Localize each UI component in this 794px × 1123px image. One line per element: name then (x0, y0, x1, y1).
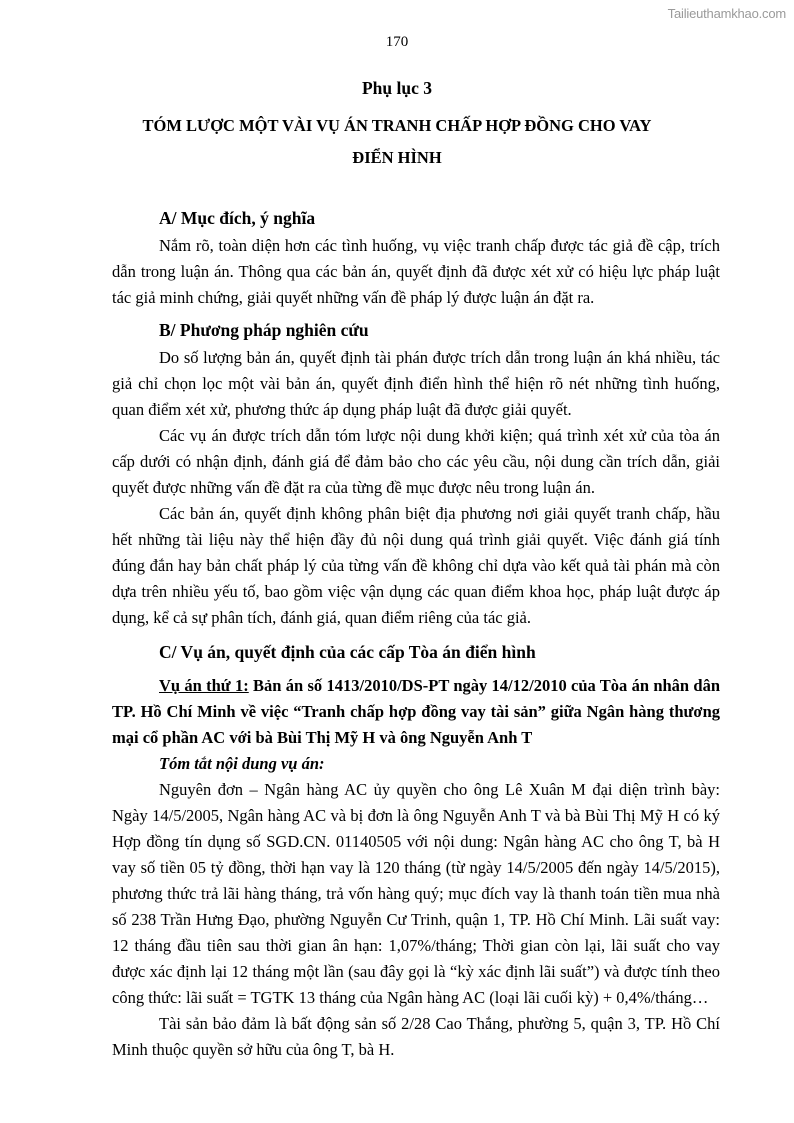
section-b-paragraph: Các vụ án được trích dẫn tóm lược nội dung khởi kiện; quá trình xét xử của tòa án cấp dưới có nhận định, đánh giá để đảm bảo cho các yêu cầu, nội dung cần trích dẫn, giải quyết được những vấn đề đặt ra của từng đề mục được nêu trong luận án. (112, 426, 720, 497)
section-b-paragraph: Các bản án, quyết định không phân biệt địa phương nơi giải quyết tranh chấp, hầu hết những tài liệu này thể hiện đầy đủ nội dung quá trình giải quyết. Việc đánh giá tính đúng đắn hay bản chất pháp lý của từng vấn đề không chỉ dựa vào kết quả tài phán mà còn dựa trên nhiều yếu tố, bao gồm việc vận dụng các quan điểm khoa học, pháp luật được áp dụng, kể cả sự phân tích, đánh giá, quan điểm riêng của tác giả. (112, 504, 720, 627)
page-number: 170 (385, 34, 409, 50)
document-body (112, 203, 720, 1063)
main-title-line-1: TÓM LƯỢC MỘT VÀI VỤ ÁN TRANH CHẤP HỢP ĐỒNG CHO VAY (142, 116, 652, 135)
section-a-paragraph: Nắm rõ, toàn diện hơn các tình huống, vụ việc tranh chấp được tác giả đề cập, trích dẫn trong luận án. Thông qua các bản án, quyết định đã được xét xử có hiệu lực pháp luật tác giả minh chứng, giải quyết những vấn đề pháp lý được luận án đặt ra. (112, 236, 720, 307)
section-c-heading: C/ Vụ án, quyết định của các cấp Tòa án điển hình (159, 642, 536, 662)
section-a-heading: A/ Mục đích, ý nghĩa (159, 208, 316, 228)
case-1-label: Vụ án thứ 1: (159, 676, 249, 695)
watermark: Tailieuthamkhao.com (667, 6, 786, 21)
case-1-paragraph: Nguyên đơn – Ngân hàng AC ủy quyền cho ông Lê Xuân M đại diện trình bày: Ngày 14/5/2005, Ngân hàng AC và bị đơn là ông Nguyễn Anh T và bà Bùi Thị Mỹ H có ký Hợp đồng tín dụng số SGD.CN. 01140505 với nội dung: Ngân hàng AC cho ông T, bà H vay số tiền 05 tỷ đồng, thời hạn vay là 120 tháng (từ ngày 14/5/2005 đến ngày 14/5/2015), phương thức trả lãi hàng tháng, trả vốn hàng quý; mục đích vay là thanh toán tiền mua nhà số 238 Trần Hưng Đạo, phường Nguyễn Cư Trinh, quận 1, TP. Hồ Chí Minh. Lãi suất vay: 12 tháng đầu tiên sau thời gian ân hạn: 1,07%/tháng; Thời gian còn lại, lãi suất cho vay được xác định lại 12 tháng một lần (sau đây gọi là “kỳ xác định lãi suất”) và được tính theo công thức: lãi suất = TGTK 13 tháng của Ngân hàng AC (loại lãi cuối kỳ) + 0,4%/tháng… (112, 780, 720, 1007)
main-title (0, 110, 794, 174)
section-b-paragraph: Do số lượng bản án, quyết định tài phán được trích dẫn trong luận án khá nhiều, tác giả chỉ chọn lọc một vài bản án, quyết định điển hình thể hiện rõ nét những tình huống, quan điểm xét xử, phương thức áp dụng pháp luật đã được giải quyết. (112, 348, 720, 419)
appendix-title: Phụ lục 3 (361, 78, 433, 98)
section-b-heading: B/ Phương pháp nghiên cứu (159, 320, 369, 340)
case-1-paragraph: Tài sản bảo đảm là bất động sản số 2/28 Cao Thắng, phường 5, quận 3, TP. Hồ Chí Minh thuộc quyền sở hữu của ông T, bà H. (112, 1014, 720, 1059)
case-summary-label: Tóm tắt nội dung vụ án: (159, 754, 325, 773)
case-1-title (112, 673, 720, 751)
main-title-line-2: ĐIỂN HÌNH (352, 148, 442, 167)
case-1-description: Bản án số 1413/2010/DS-PT ngày 14/12/2010 của Tòa án nhân dân TP. Hồ Chí Minh về việc “Tranh chấp hợp đồng vay tài sản” giữa Ngân hàng thương mại cổ phần AC với bà Bùi Thị Mỹ H và ông Nguyễn Anh T (112, 676, 720, 747)
